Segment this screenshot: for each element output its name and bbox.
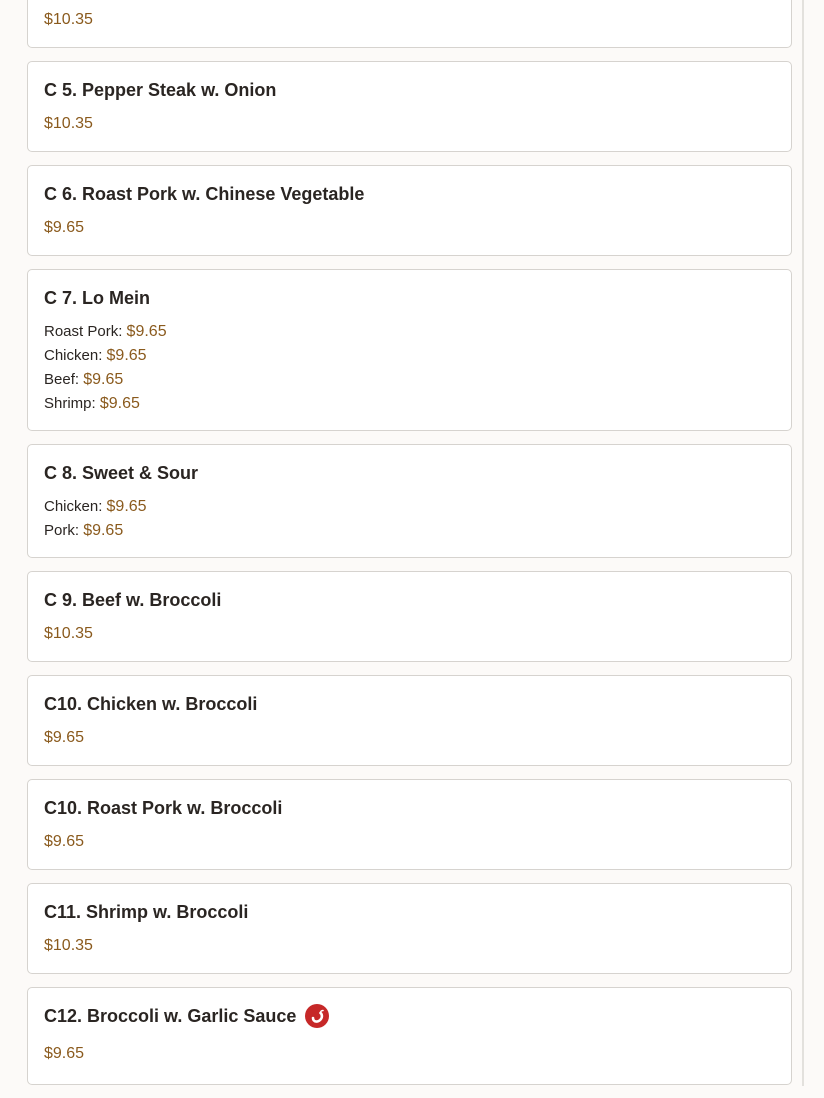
- menu-item-title-row: [44, 900, 775, 924]
- variant-price: $9.65: [83, 371, 124, 388]
- variant-price: $9.65: [106, 498, 147, 515]
- menu-item-title-row: [44, 461, 775, 485]
- menu-item-card-c10-chicken[interactable]: [27, 675, 792, 766]
- menu-item-title: C 6. Roast Pork w. Chinese Vegetable: [44, 183, 365, 204]
- menu-item-title: C10. Roast Pork w. Broccoli: [44, 797, 283, 818]
- menu-item-title-row: [44, 692, 775, 716]
- menu-item-title: C12. Broccoli w. Garlic Sauce: [44, 1005, 297, 1026]
- variant-label: Roast Pork:: [44, 323, 123, 340]
- menu-item-title-row: [44, 182, 775, 206]
- menu-item-card-c5[interactable]: [27, 61, 792, 152]
- menu-item-variant: [44, 344, 775, 368]
- variant-label: Shrimp:: [44, 395, 96, 412]
- menu-item-price: $10.35: [44, 11, 93, 28]
- menu-item-price: $9.65: [44, 219, 85, 236]
- menu-item-price: $10.35: [44, 115, 93, 132]
- menu-item-variant: [44, 320, 775, 344]
- menu-item-title: C10. Chicken w. Broccoli: [44, 693, 258, 714]
- spicy-pepper-icon: [305, 1004, 329, 1028]
- menu-item-variant: [44, 495, 775, 519]
- menu-item-title: C 5. Pepper Steak w. Onion: [44, 79, 277, 100]
- variant-price: $9.65: [83, 522, 124, 539]
- menu-item-title-row: [44, 588, 775, 612]
- menu-item-price: $10.35: [44, 625, 93, 642]
- menu-item-title-row: [44, 1004, 775, 1028]
- menu-item-price: $10.35: [44, 937, 93, 954]
- menu-item-price: $9.65: [44, 1045, 85, 1062]
- menu-item-price: $9.65: [44, 833, 85, 850]
- variant-price: $9.65: [106, 347, 147, 364]
- menu-item-card-c9[interactable]: [27, 571, 792, 662]
- variant-label: Chicken:: [44, 347, 103, 364]
- menu-item-card-c4[interactable]: [27, 0, 792, 48]
- menu-item-card-c7[interactable]: [27, 269, 792, 431]
- scroll-edge-divider: [802, 0, 804, 1086]
- menu-item-variant: [44, 392, 775, 416]
- menu-item-card-c10-roast-pork[interactable]: [27, 779, 792, 870]
- menu-item-card-c8[interactable]: [27, 444, 792, 558]
- menu-item-card-c6[interactable]: [27, 165, 792, 256]
- menu-item-title: C 9. Beef w. Broccoli: [44, 589, 222, 610]
- menu-item-title: C 7. Lo Mein: [44, 287, 151, 308]
- menu-item-title-row: [44, 286, 775, 310]
- menu-item-variant: [44, 519, 775, 543]
- menu-item-card-c12[interactable]: [27, 987, 792, 1085]
- variant-price: $9.65: [99, 395, 140, 412]
- menu-item-title-row: [44, 78, 775, 102]
- menu-item-title: C 8. Sweet & Sour: [44, 462, 199, 483]
- variant-label: Chicken:: [44, 498, 103, 515]
- menu-item-variant: [44, 368, 775, 392]
- variant-label: Pork:: [44, 522, 80, 539]
- menu-item-title-row: [44, 796, 775, 820]
- menu-item-card-c11[interactable]: [27, 883, 792, 974]
- variant-price: $9.65: [126, 323, 167, 340]
- menu-item-price: $9.65: [44, 729, 85, 746]
- menu-item-title: C11. Shrimp w. Broccoli: [44, 901, 249, 922]
- menu-item-list: [27, 0, 792, 1098]
- variant-label: Beef:: [44, 371, 80, 388]
